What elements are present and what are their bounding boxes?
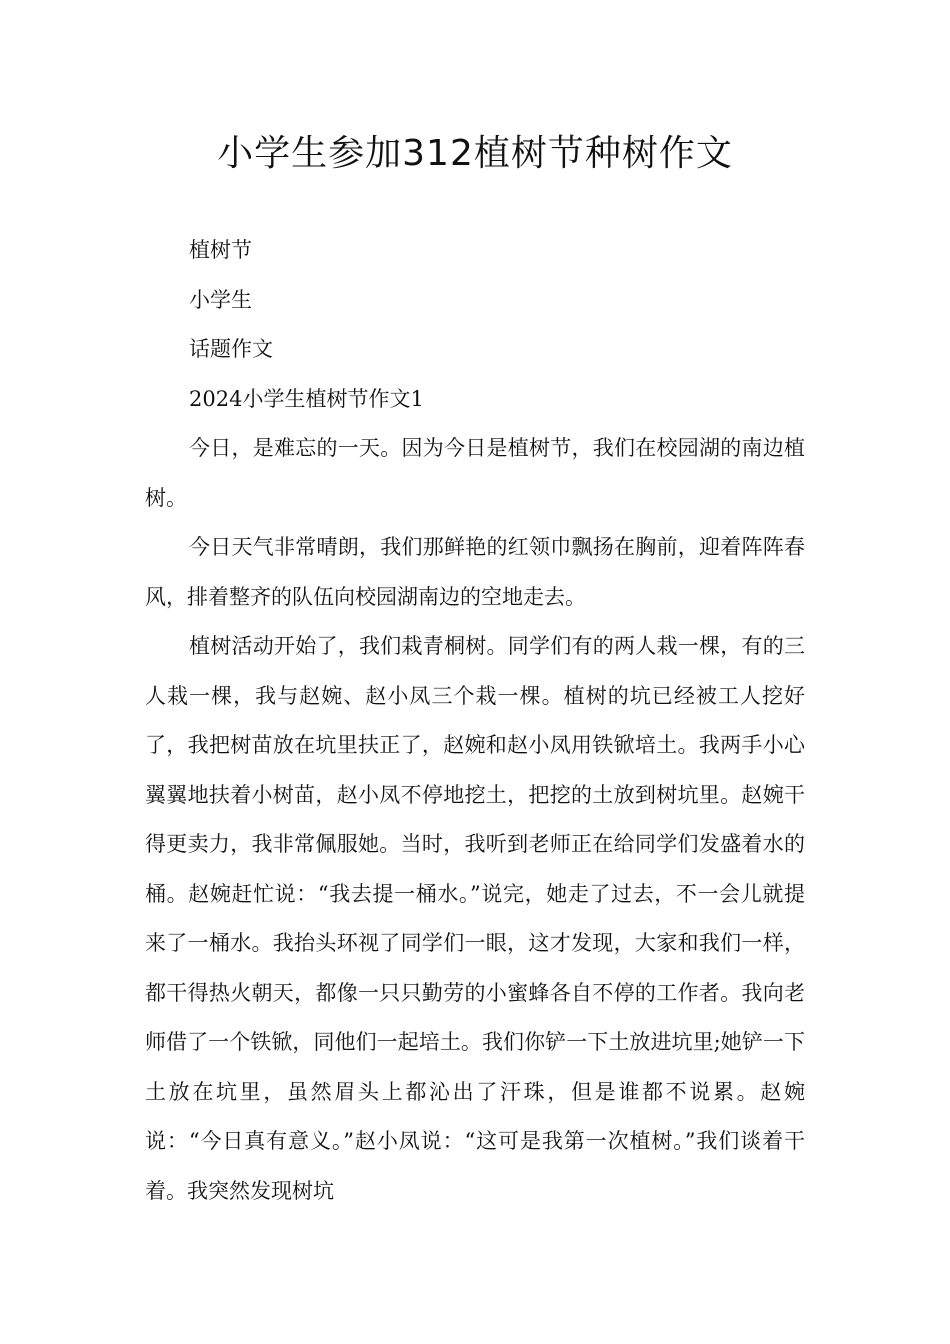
paragraph-2: 今日天气非常晴朗，我们那鲜艳的红领巾飘扬在胸前，迎着阵阵春风，排着整齐的队伍向校园湖南边的空地走去。 (145, 535, 805, 609)
keyword-tree-planting-day: 植树节 (189, 238, 252, 262)
essay-subtitle: 2024小学生植树节作文1 (189, 386, 424, 411)
document-title: 小学生参加312植树节种树作文 (217, 133, 733, 174)
keyword-pupil: 小学生 (189, 287, 252, 312)
paragraph-3: 植树活动开始了，我们栽青桐树。同学们有的两人栽一棵，有的三人栽一棵，我与赵婉、赵小凤三个栽一棵。植树的坑已经被工人挖好了，我把树苗放在坑里扶正了，赵婉和赵小凤用铁锨培土。我两手小心翼翼地扶着小树苗，赵小凤不停地挖土，把挖的土放到树坑里。赵婉干得更卖力，我非常佩服她。当时，我听到老师正在给同学们发盛着水的桶。赵婉赶忙说：“我去提一桶水。”说完，她走了过去，不一会儿就提来了一桶水。我抬头环视了同学们一眼，这才发现，大家和我们一样，都干得热火朝天，都像一只只勤劳的小蜜蜂各自不停的工作者。我向老师借了一个铁锨，同他们一起培土。我们你铲一下土放进坑里;她铲一下土放在坑里，虽然眉头上都沁出了汗珠，但是谁都不说累。赵婉说：“今日真有意义。”赵小凤说：“这可是我第一次植树。”我们谈着干着。我突然发现树坑 (145, 634, 805, 1203)
paragraph-1: 今日，是难忘的一天。因为今日是植树节，我们在校园湖的南边植树。 (145, 436, 805, 510)
keyword-topic-essay: 话题作文 (189, 337, 273, 361)
document-body (145, 226, 805, 1216)
